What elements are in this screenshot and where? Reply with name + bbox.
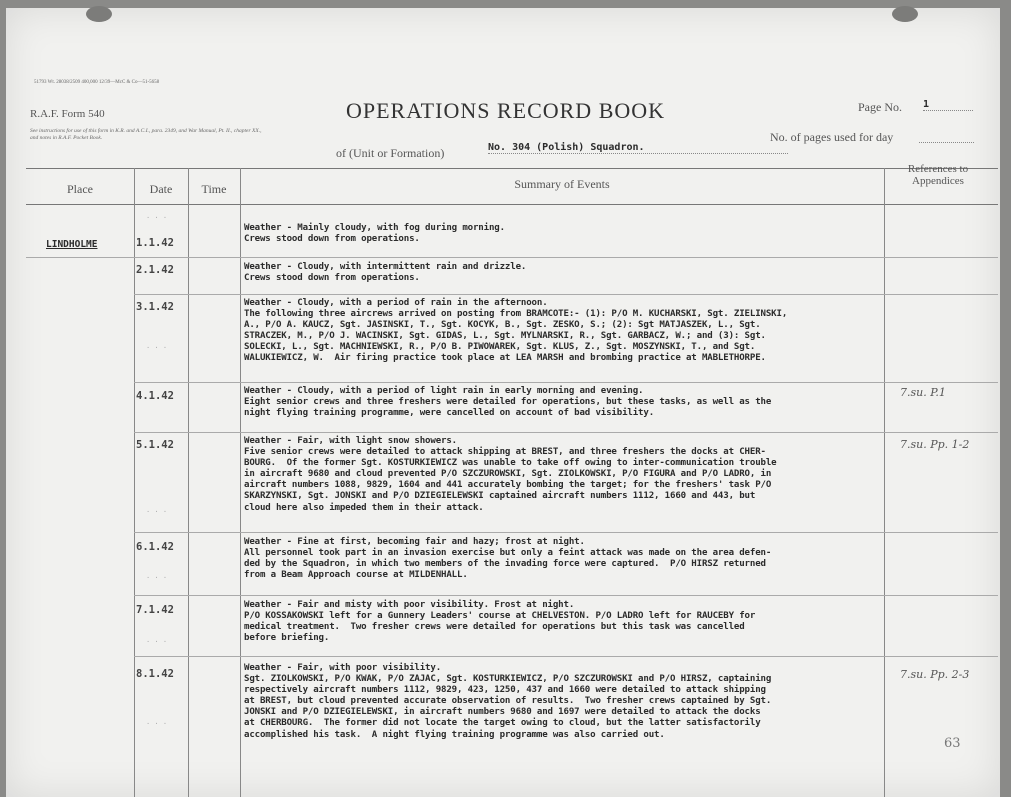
column-header-references: References to Appendices xyxy=(907,163,969,187)
page-number-value: 1 xyxy=(923,99,973,111)
entry-date: 6.1.42 xyxy=(136,541,174,553)
entry-text: Weather - Mainly cloudy, with fog during morning. Crews stood down from operations. xyxy=(244,223,505,245)
form-instructions: See instructions for use of this form in K.R. and A.C.I., para. 2349, and War Manual, Pt. II., chapter XX., and notes in R.A.F. Pocket Book. xyxy=(30,128,262,141)
row-rule xyxy=(134,382,998,383)
entry-text: Weather - Fair and misty with poor visibility. Frost at night. P/O KOSSAKOWSKI left for a Gunnery Leaders' course at CHELVESTON. P/O LADRO left for RAUCEBY for medical treatment. Two fresher crews were detailed for operations but this task was cancelled before briefing. xyxy=(244,600,756,644)
column-divider xyxy=(884,168,885,797)
column-header-place: Place xyxy=(67,182,93,196)
entry-date: 5.1.42 xyxy=(136,439,174,451)
page-number-label: Page No. xyxy=(858,100,902,114)
folio-mark: 63 xyxy=(944,736,961,751)
print-line: 51793 Wt. 28038/2509 400,000 12/39—McC & Co—51-5658 xyxy=(34,80,160,85)
entry-text: Weather - Cloudy, with a period of light rain in early morning and evening. Eight senior crews and three freshers were detailed for operations, but these tasks, as well as the night flying training programme, were cancelled on account of bad visibility. xyxy=(244,386,772,419)
entry-date: 7.1.42 xyxy=(136,604,174,616)
entry-date: 8.1.42 xyxy=(136,668,174,680)
column-header-summary: Summary of Events xyxy=(514,177,610,191)
column-divider xyxy=(134,168,135,797)
table-top-rule xyxy=(26,168,998,169)
row-rule xyxy=(134,532,998,533)
header-bottom-rule xyxy=(26,204,998,205)
appendix-reference: 7.su. Pp. 1-2 xyxy=(900,438,970,451)
row-rule xyxy=(26,257,998,258)
dot-marks: · · · xyxy=(146,574,168,582)
page-title: OPERATIONS RECORD BOOK xyxy=(346,98,666,123)
dot-marks: · · · xyxy=(146,344,168,352)
entry-text: Weather - Cloudy, with a period of rain in the afternoon. The following three aircrews arrived on posting from BRAMCOTE:- (1): P/O M. KUCHARSKI, Sgt. ZIELINSKI, A., P/O A. KAUCZ, Sgt. JASINSKI, T., Sgt. KOCYK, B., Sgt. ZESKO, S.; (2): Sgt MATJASZEK, L., Sgt. STRACZEK, M., P/O J. WACINSKI, Sgt. GIDAS, L., Sgt. MYLNARSKI, R., Sgt. GARBACZ, W.; and (3): Sgt. SOLECKI, L., Sgt. MACHNIEWSKI, R., P/O B. PIWOWAREK, Sgt. KLUS, Z., Sgt. MOSZYNSKI, T., and Sgt. WALUKIEWICZ, W. Air firing practice took place at LEA MARSH and brombing practice at MABLETHORPE. xyxy=(244,298,788,364)
entry-date: 3.1.42 xyxy=(136,301,174,313)
row-rule xyxy=(134,432,998,433)
binder-hole xyxy=(892,6,918,22)
row-rule xyxy=(134,595,998,596)
column-divider xyxy=(188,168,189,797)
pages-used-value xyxy=(919,142,974,143)
unit-value: No. 304 (Polish) Squadron. xyxy=(488,142,788,154)
entry-text: Weather - Fair, with poor visibility. Sgt. ZIOLKOWSKI, P/O KWAK, P/O ZAJAC, Sgt. KOSTURKIEWICZ, P/O SZCZUROWSKI and P/O HIRSZ, captaining respectively aircraft numbers 1112, 9829, 423, 1250, 437 and 1660 were detailed to attack shipping at BREST, but cloud prevented accurate observation of results. Two fresher crews captained by Sgt. JONSKI and P/O DZIEGIELEWSKI, in aircraft numbers 9680 and 1697 were detailed to attack the docks at CHERBOURG. The former did not locate the target owing to cloud, but the latter satisfactorily accomplished his task. A night flying training programme was also carried out. xyxy=(244,663,772,740)
dot-marks: · · · xyxy=(146,638,168,646)
pages-used-label: No. of pages used for day xyxy=(770,130,894,144)
entry-text: Weather - Fine at first, becoming fair and hazy; frost at night. All personnel took part in an invasion exercise but only a feint attack was made on the area defen- ded by the Squadron, in which two members of the invading force were captured. P/O HIRSZ returned from a Beam Approach course at MILDENHALL. xyxy=(244,537,772,581)
entry-text: Weather - Fair, with light snow showers. Five senior crews were detailed to attack shipping at BREST, and three freshers the docks at CHER- BOURG. Of the former Sgt. KOSTURKIEWICZ was unable to take off owing to inter-communication trouble in aircraft 9680 and cloud prevented P/O SZCZUROWSKI, Sgt. ZIOLKOWSKI, P/O FIGURA and P/O LADRO, in aircraft numbers 1088, 9829, 1604 and 441 accurately bombing the target; for the freshers' task P/O SKARZYNSKI, Sgt. JONSKI and P/O DZIEGIELEWSKI captained aircraft numbers 1112, 1660 and 443, but cloud here also impeded them in their attack. xyxy=(244,436,777,513)
row-rule xyxy=(134,294,998,295)
row-rule xyxy=(134,656,998,657)
entry-date: 4.1.42 xyxy=(136,390,174,402)
dot-marks: · · · xyxy=(146,508,168,516)
entry-text: Weather - Cloudy, with intermittent rain and drizzle. Crews stood down from operations. xyxy=(244,262,527,284)
unit-label: of (Unit or Formation) xyxy=(336,146,445,160)
form-name: R.A.F. Form 540 xyxy=(30,108,105,120)
record-sheet xyxy=(6,8,1000,797)
place-value: LINDHOLME xyxy=(46,239,98,250)
column-divider xyxy=(240,168,241,797)
entry-date: 2.1.42 xyxy=(136,264,174,276)
appendix-reference: 7.su. Pp. 2-3 xyxy=(900,668,970,681)
entry-date: 1.1.42 xyxy=(136,237,174,249)
column-header-time: Time xyxy=(201,182,227,196)
dot-marks: · · · xyxy=(146,720,168,728)
appendix-reference: 7.su. P.1 xyxy=(900,386,946,399)
column-header-date: Date xyxy=(149,182,173,196)
binder-hole xyxy=(86,6,112,22)
dot-marks: · · · xyxy=(146,214,168,222)
